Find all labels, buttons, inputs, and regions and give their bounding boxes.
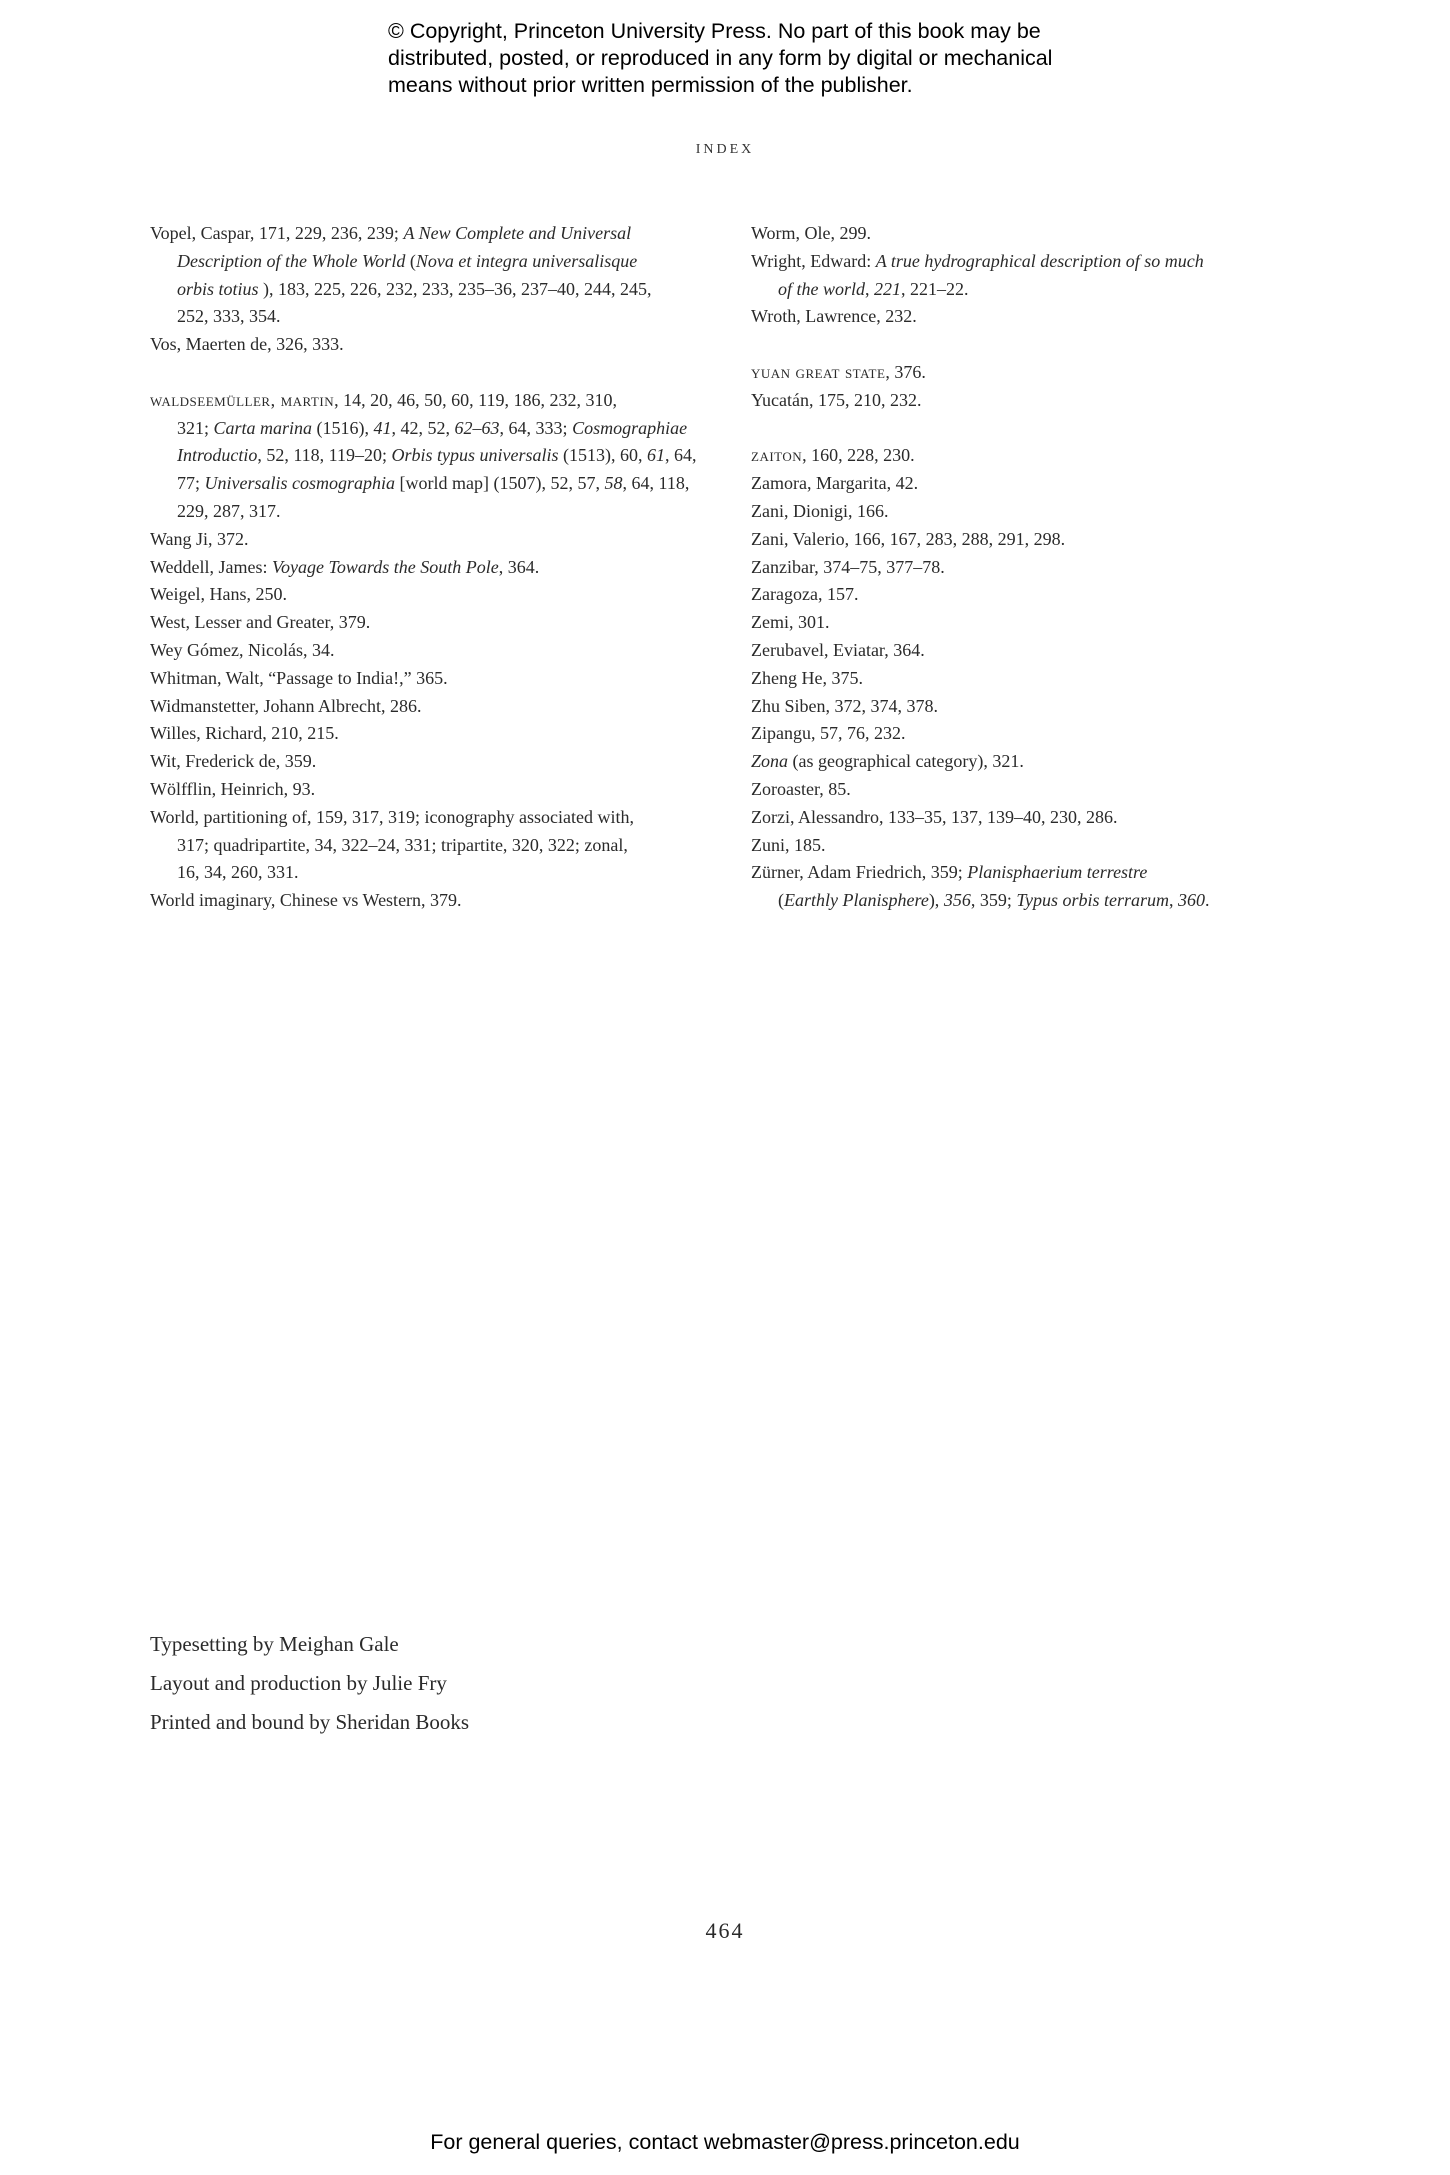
index-left-entry: World imaginary, Chinese vs Western, 379. bbox=[150, 890, 462, 911]
footer-contact: For general queries, contact webmaster@press.princeton.edu bbox=[430, 2130, 1020, 2154]
index-left-entry: Weddell, James: Voyage Towards the South Pole, 364. bbox=[150, 556, 540, 577]
index-right-entry: Zhu Siben, 372, 374, 378. bbox=[751, 695, 938, 716]
index-right-entry: Zanzibar, 374–75, 377–78. bbox=[751, 556, 945, 577]
credit-typesetting: Typesetting by Meighan Gale bbox=[150, 1632, 399, 1656]
index-right-entry: Zaragoza, 157. bbox=[751, 584, 859, 605]
index-left-entry: World, partitioning of, 159, 317, 319; iconography associated with, 317; quadripartite, 34, 322–24, 331; tripartite, 320, 322; zonal, 16, 34, 260, 331. bbox=[150, 806, 634, 883]
index-right-entry: Zamora, Margarita, 42. bbox=[751, 473, 919, 494]
index-right-entry: Zerubavel, Eviatar, 364. bbox=[751, 639, 925, 660]
index-left-section-gap bbox=[150, 359, 710, 387]
index-right-entry: Worm, Ole, 299. bbox=[751, 223, 872, 243]
index-right-entry: Zani, Valerio, 166, 167, 283, 288, 291, 298. bbox=[751, 528, 1066, 549]
index-left-entry: Willes, Richard, 210, 215. bbox=[150, 723, 339, 744]
index-left-entry: Weigel, Hans, 250. bbox=[150, 584, 288, 605]
index-right-entry: Zuni, 185. bbox=[751, 834, 826, 855]
index-left-entry: waldseemüller, martin, 14, 20, 46, 50, 60, 119, 186, 232, 310, 321; Carta marina (1516), 41, 42, 52, 62–63, 64, 333; Cosmographiae Introductio, 52, 118, 119–20; Orbis typus universalis (1513), 60, 61, 64, 77; Universalis cosmographia [world map] (1507), 52, 57, 58, 64, 118, 229, 287, 317. bbox=[150, 389, 697, 521]
index-right-entry: Zona (as geographical category), 321. bbox=[751, 751, 1024, 772]
index-left-entry: Vopel, Caspar, 171, 229, 236, 239; A New Complete and Universal Description of the Whole World (Nova et integra universalisque orbis totius ), 183, 225, 226, 232, 233, 235–36, 237–40, 244, 245, 252, 333, 354. bbox=[150, 223, 652, 327]
index-left-entry: Wölfflin, Heinrich, 93. bbox=[150, 778, 316, 799]
index-right-entry: zaiton, 160, 228, 230. bbox=[751, 445, 915, 466]
credit-layout: Layout and production by Julie Fry bbox=[150, 1671, 447, 1695]
credit-printing: Printed and bound by Sheridan Books bbox=[150, 1710, 470, 1734]
index-left-entry: Vos, Maerten de, 326, 333. bbox=[150, 334, 344, 355]
index-right-section-gap bbox=[751, 331, 1311, 359]
index-column-left bbox=[150, 220, 710, 915]
index-right-entry: Wright, Edward: A true hydrographical description of so much of the world, 221, 221–22. bbox=[751, 250, 1204, 299]
index-right-entry: Zipangu, 57, 76, 232. bbox=[751, 723, 906, 744]
index-left-entry: Wey Gómez, Nicolás, 34. bbox=[150, 639, 335, 660]
index-right-section-gap bbox=[751, 415, 1311, 443]
index-right-entry: Zürner, Adam Friedrich, 359; Planisphaerium terrestre (Earthly Planisphere), 356, 359; Typus orbis terrarum, 360. bbox=[751, 862, 1210, 911]
index-right-entry: Wroth, Lawrence, 232. bbox=[751, 306, 917, 327]
index-right-entry: Zoroaster, 85. bbox=[751, 778, 851, 799]
index-left-entry: Wit, Frederick de, 359. bbox=[150, 751, 317, 772]
index-right-entry: yuan great state, 376. bbox=[751, 361, 926, 382]
index-right-entry: Zani, Dionigi, 166. bbox=[751, 500, 889, 521]
index-right-entry: Zemi, 301. bbox=[751, 612, 830, 633]
index-left-entry: West, Lesser and Greater, 379. bbox=[150, 612, 371, 633]
running-head: INDEX bbox=[695, 142, 755, 157]
index-right-entry: Zorzi, Alessandro, 133–35, 137, 139–40, 230, 286. bbox=[751, 806, 1118, 827]
index-left-entry: Whitman, Walt, “Passage to India!,” 365. bbox=[150, 667, 448, 688]
page-number: 464 bbox=[705, 1918, 745, 1943]
copyright-notice: © Copyright, Princeton University Press. No part of this book may be distributed, posted, or reproduced in any form by digital or mechanical means without prior written permission of the publisher. bbox=[388, 19, 1053, 97]
index-right-entry: Zheng He, 375. bbox=[751, 667, 863, 688]
index-right-entry: Yucatán, 175, 210, 232. bbox=[751, 389, 922, 410]
index-column-right bbox=[751, 220, 1311, 915]
index-left-entry: Wang Ji, 372. bbox=[150, 528, 249, 549]
index-left-entry: Widmanstetter, Johann Albrecht, 286. bbox=[150, 695, 422, 716]
colophon-credits bbox=[150, 1625, 469, 1742]
